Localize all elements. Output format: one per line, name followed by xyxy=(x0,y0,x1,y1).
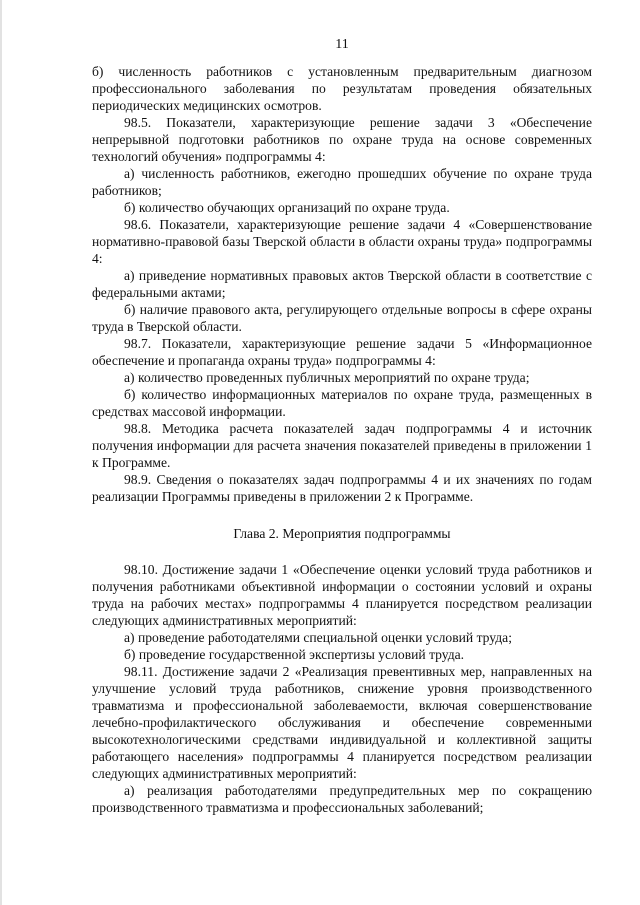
paragraph-98-5-a: а) численность работников, ежегодно прошедших обучение по охране труда работников; xyxy=(92,166,592,198)
paragraph-98-11-a: а) реализация работодателями предупредительных мер по сокращению производственного травматизма и профессиональных заболеваний; xyxy=(92,783,592,815)
paragraph-98-5: 98.5. Показатели, характеризующие решение задачи 3 «Обеспечение непрерывной подготовки работников по охране труда на основе современных технологий обучения» подпрограммы 4: xyxy=(92,115,592,164)
paragraph-98-7-b: б) количество информационных материалов по охране труда, размещенных в средствах массовой информации. xyxy=(92,387,592,419)
paragraph-98-10: 98.10. Достижение задачи 1 «Обеспечение оценки условий труда работников и получения работниками объективной информации о состоянии условий и охраны труда на рабочих местах» подпрограммы 4 планируется посредством реализации следующих административных мероприятий: xyxy=(92,562,592,628)
paragraph-98-8: 98.8. Методика расчета показателей задач подпрограммы 4 и источник получения информации для расчета значения показателей приведены в приложении 1 к Программе. xyxy=(92,421,592,470)
chapter-heading: Глава 2. Мероприятия подпрограммы xyxy=(233,526,451,541)
paragraph-98-7-a: а) количество проведенных публичных мероприятий по охране труда; xyxy=(124,370,530,385)
paragraph-indicator-98-4-b: б) численность работников с установленным предварительным диагнозом профессионального заболевания по результатам проведения обязательных периодических медицинских осмотров. xyxy=(92,64,592,113)
paragraph-98-7: 98.7. Показатели, характеризующие решение задачи 5 «Информационное обеспечение и пропаганда охраны труда» подпрограммы 4: xyxy=(92,336,592,368)
paragraph-98-9: 98.9. Сведения о показателях задач подпрограммы 4 и их значениях по годам реализации Программы приведены в приложении 2 к Программе. xyxy=(92,472,592,504)
paragraph-98-10-b: б) проведение государственной экспертизы условий труда. xyxy=(124,647,465,662)
paragraph-98-6-a: а) приведение нормативных правовых актов Тверской области в соответствие с федеральными актами; xyxy=(92,268,592,300)
paragraph-98-10-a: а) проведение работодателями специальной оценки условий труда; xyxy=(124,630,512,645)
paragraph-98-6-b: б) наличие правового акта, регулирующего отдельные вопросы в сфере охраны труда в Тверской области. xyxy=(92,302,592,334)
page-number: 11 xyxy=(335,37,349,52)
paragraph-98-5-b: б) количество обучающих организаций по охране труда. xyxy=(124,200,450,215)
scan-edge-shadow xyxy=(0,0,2,905)
paragraph-98-11: 98.11. Достижение задачи 2 «Реализация превентивных мер, направленных на улучшение условий труда работников, снижение уровня производственного травматизма и профессиональной заболеваемости, включая совершенствование лечебно-профилактического обслуживания и обеспечение современными высокотехнологическими средствами индивидуальной и коллективной защиты работающего населения» подпрограммы 4 планируется посредством реализации следующих административных мероприятий: xyxy=(92,664,592,781)
paragraph-98-6: 98.6. Показатели, характеризующие решение задачи 4 «Совершенствование нормативно-правовой базы Тверской области в области охраны труда» подпрограммы 4: xyxy=(92,217,592,266)
